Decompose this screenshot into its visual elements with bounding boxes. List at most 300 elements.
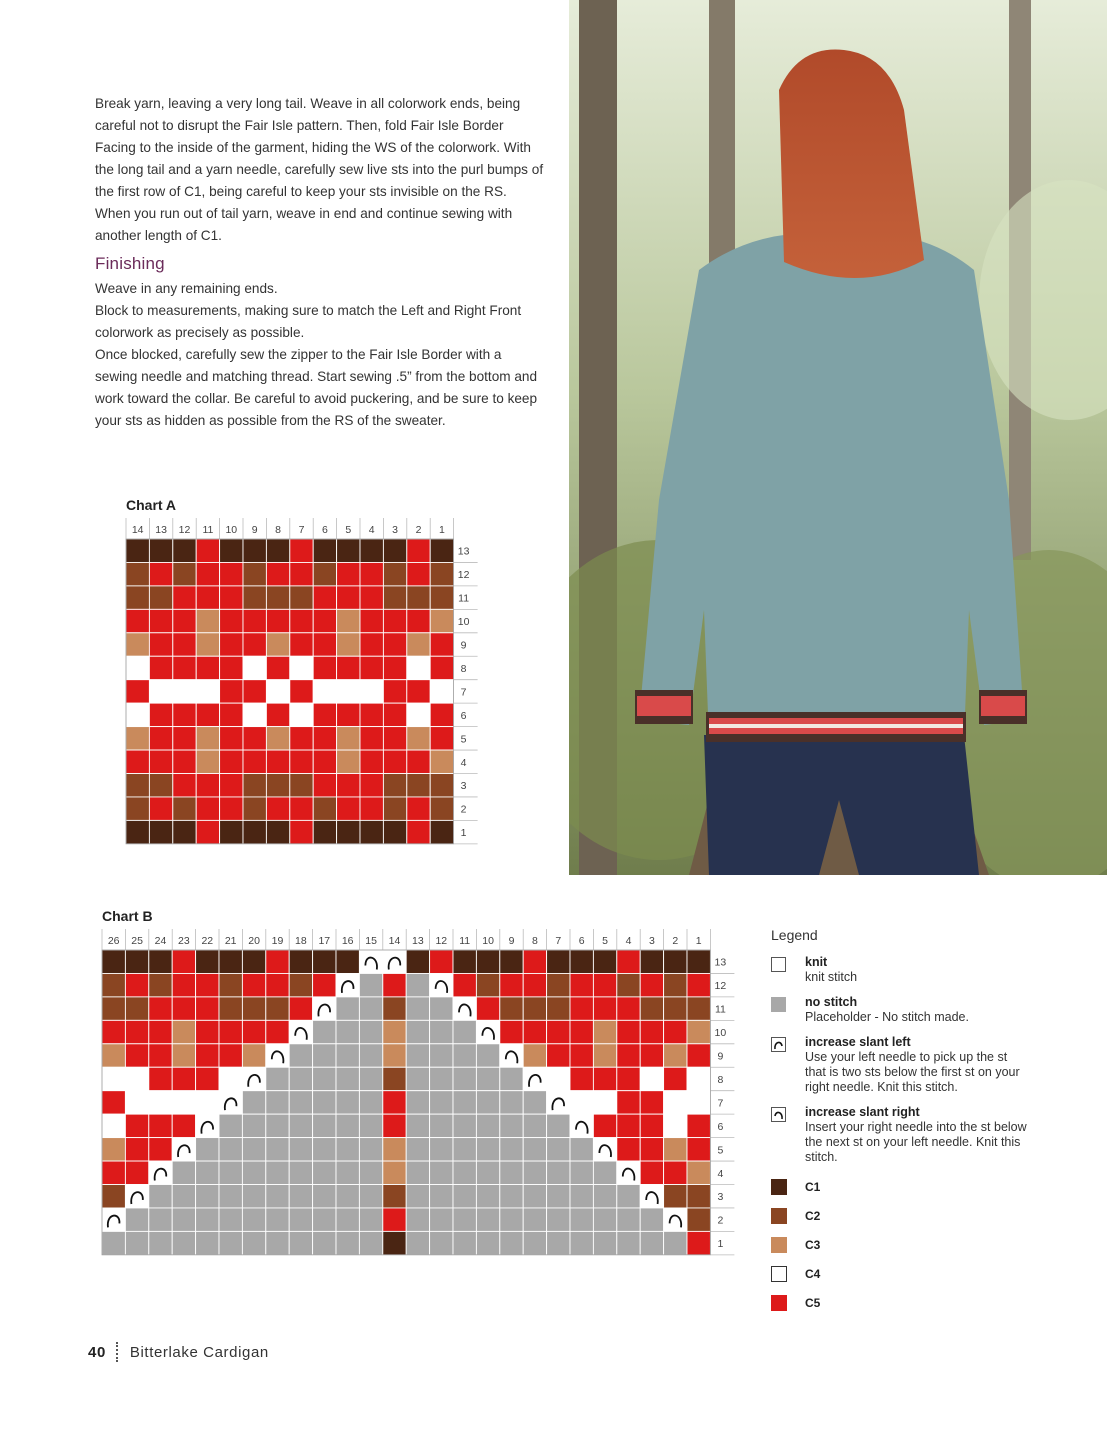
- chart-b-cell: [289, 1067, 312, 1090]
- legend-item-increase-left: [771, 1035, 1031, 1095]
- chart-a-cell: [196, 750, 219, 773]
- chart-a-cell: [126, 586, 149, 609]
- color-label: C5: [805, 1296, 821, 1310]
- chart-a-cell: [407, 727, 430, 750]
- chart-a-cell: [196, 797, 219, 820]
- chart-a-cell: [430, 680, 453, 703]
- chart-b-cell: [500, 1067, 523, 1090]
- chart-a-column-label: 2: [415, 524, 422, 536]
- chart-a-row-label: 12: [457, 569, 470, 582]
- chart-a-cell: [196, 727, 219, 750]
- chart-b-column-label: 11: [459, 935, 471, 947]
- chart-a-cell: [173, 539, 196, 562]
- chart-a-cell: [360, 680, 383, 703]
- chart-a-cell: [290, 609, 313, 632]
- chart-a-cell: [126, 539, 149, 562]
- chart-b-cell: [453, 950, 476, 973]
- chart-b-row-label: 10: [714, 1027, 727, 1040]
- chart-a-cell: [220, 562, 243, 585]
- chart-b-cell: [336, 950, 359, 973]
- chart-b-cell: [102, 1091, 125, 1114]
- chart-b-cell: [102, 973, 125, 996]
- chart-b-cell: [617, 1138, 640, 1161]
- chart-b-cell: [640, 1231, 663, 1254]
- chart-b-cell: [593, 1208, 616, 1231]
- chart-b-cell: [406, 1020, 429, 1043]
- chart-a-cell: [337, 586, 360, 609]
- chart-b-cell: [149, 1138, 172, 1161]
- chart-b-cell: [336, 1231, 359, 1254]
- chart-b-cell: [219, 997, 242, 1020]
- chart-b-cell: [640, 1091, 663, 1114]
- increase-right-icon: [771, 1107, 786, 1122]
- chart-a-cell: [313, 633, 336, 656]
- chart-a-cell: [266, 727, 289, 750]
- chart-b-cell: [359, 1114, 382, 1137]
- chart-a-cell: [173, 633, 196, 656]
- chart-b-row-label: 12: [714, 980, 727, 993]
- chart-b-cell: [593, 1161, 616, 1184]
- chart-b-cell: [313, 1185, 336, 1208]
- chart-b-cell: [266, 1185, 289, 1208]
- chart-b-cell: [219, 1138, 242, 1161]
- chart-b-cell: [476, 1161, 499, 1184]
- chart-a-cell: [337, 750, 360, 773]
- chart-b-cell: [266, 997, 289, 1020]
- color-label: C3: [805, 1238, 821, 1252]
- legend-item-desc: Use your left needle to pick up the st that is two sts below the first st on your right needle. Knit this stitch.: [805, 1050, 1020, 1094]
- chart-b-cell: [664, 1231, 687, 1254]
- chart-b-cell: [336, 997, 359, 1020]
- chart-a-cell: [126, 774, 149, 797]
- chart-b-cell: [430, 1185, 453, 1208]
- intro-text: Break yarn, leaving a very long tail. Weave in all colorwork ends, being careful not to disrupt the Fair Isle pattern. Then, fold Fair Isle Border Facing to the inside of the garment, hiding the WS of the colorwork. With the long tail and a yarn needle, carefully sew live sts into the purl bumps of the first row of C1, being careful to keep your sts invisible on the RS. When you run out of tail yarn, weave in end and continue sewing with another length of C1.: [95, 96, 544, 243]
- chart-b-cell: [336, 1138, 359, 1161]
- chart-a-cell: [407, 774, 430, 797]
- chart-b-row-label: 6: [717, 1120, 724, 1133]
- chart-b-cell: [593, 1044, 616, 1067]
- chart-b-cell: [687, 1138, 710, 1161]
- book-title: Bitterlake Cardigan: [129, 1344, 269, 1361]
- chart-b-cell: [593, 1231, 616, 1254]
- chart-a-row-label: 9: [460, 639, 467, 652]
- chart-a-cell: [173, 703, 196, 726]
- chart-a-cell: [266, 680, 289, 703]
- chart-b-cell: [664, 1020, 687, 1043]
- chart-b-cell: [453, 1067, 476, 1090]
- chart-b-cell: [687, 950, 710, 973]
- chart-a-cell: [430, 656, 453, 679]
- chart-a-cell: [243, 680, 266, 703]
- chart-b-cell: [266, 1067, 289, 1090]
- chart-a-cell: [243, 774, 266, 797]
- chart-b-cell: [430, 1161, 453, 1184]
- chart-a-row-label: 10: [457, 616, 470, 629]
- chart-a-cell: [290, 703, 313, 726]
- chart-b-cell: [687, 1185, 710, 1208]
- chart-b-cell: [102, 1020, 125, 1043]
- chart-b-cell: [266, 1138, 289, 1161]
- chart-b-cell: [359, 1208, 382, 1231]
- chart-b-cell: [476, 1138, 499, 1161]
- chart-b-cell: [125, 1208, 148, 1231]
- chart-a-cell: [243, 820, 266, 843]
- chart-a-column-label: 1: [438, 524, 445, 536]
- legend-item-knit: [771, 955, 1031, 985]
- chart-b-cell: [547, 1138, 570, 1161]
- chart-a-cell: [383, 633, 406, 656]
- chart-b-cell: [570, 1020, 593, 1043]
- chart-a-cell: [243, 797, 266, 820]
- chart-b-cell: [219, 1208, 242, 1231]
- chart-b-cell: [149, 1231, 172, 1254]
- color-swatch-c4: [771, 1266, 787, 1282]
- chart-b-cell: [313, 1208, 336, 1231]
- chart-b-cell: [359, 1020, 382, 1043]
- chart-b-row-label: 13: [714, 956, 727, 969]
- chart-a-cell: [360, 750, 383, 773]
- chart-b-cell: [125, 1020, 148, 1043]
- chart-a-cell: [290, 727, 313, 750]
- chart-a-cell: [430, 539, 453, 562]
- chart-a-cell: [407, 633, 430, 656]
- chart-b-row-label: 4: [717, 1167, 724, 1180]
- chart-b-cell: [476, 1208, 499, 1231]
- chart-a-cell: [196, 774, 219, 797]
- chart-b-cell: [406, 1138, 429, 1161]
- chart-a-cell: [313, 586, 336, 609]
- chart-b-cell: [687, 1208, 710, 1231]
- chart-b-cell: [102, 1161, 125, 1184]
- chart-b-column-label: 14: [388, 935, 401, 947]
- chart-a-cell: [126, 750, 149, 773]
- chart-b-cell: [219, 1044, 242, 1067]
- chart-a-cell: [360, 539, 383, 562]
- chart-b-cell: [336, 973, 359, 996]
- finishing-section: [95, 278, 545, 432]
- chart-b-cell: [149, 1185, 172, 1208]
- chart-b-cell: [547, 973, 570, 996]
- chart-a-cell: [149, 586, 172, 609]
- chart-a-cell: [196, 586, 219, 609]
- intro-paragraph: [95, 93, 545, 247]
- chart-a-cell: [313, 774, 336, 797]
- chart-b-cell: [266, 1231, 289, 1254]
- chart-b-cell: [172, 1114, 195, 1137]
- chart-a-cell: [383, 703, 406, 726]
- chart-a-cell: [243, 609, 266, 632]
- chart-b-cell: [383, 1138, 406, 1161]
- chart-a-cell: [360, 562, 383, 585]
- chart-a-cell: [407, 680, 430, 703]
- chart-b-cell: [430, 997, 453, 1020]
- chart-a-cell: [243, 562, 266, 585]
- chart-b-cell: [289, 997, 312, 1020]
- chart-b-cell: [289, 1091, 312, 1114]
- knit-square-icon: [771, 957, 786, 972]
- chart-b-cell: [664, 1067, 687, 1090]
- chart-b-cell: [500, 1161, 523, 1184]
- sweater-photo: [569, 0, 1107, 875]
- chart-b-cell: [289, 1138, 312, 1161]
- footer-separator: [116, 1342, 118, 1362]
- chart-b-cell: [219, 950, 242, 973]
- chart-b-cell: [687, 973, 710, 996]
- chart-b-cell: [196, 1138, 219, 1161]
- chart-b-cell: [242, 997, 265, 1020]
- chart-a-cell: [220, 797, 243, 820]
- chart-b-cell: [406, 950, 429, 973]
- chart-b-cell: [453, 1044, 476, 1067]
- chart-b-column-label: 4: [625, 935, 632, 947]
- chart-b-cell: [453, 1020, 476, 1043]
- chart-a-row-label: 6: [460, 709, 467, 722]
- chart-b-cell: [523, 1044, 546, 1067]
- chart-a-cell: [196, 820, 219, 843]
- chart-a-cell: [337, 633, 360, 656]
- chart-b-cell: [196, 997, 219, 1020]
- chart-a-cell: [430, 820, 453, 843]
- chart-a-row-label: 11: [458, 592, 470, 605]
- chart-a-cell: [220, 774, 243, 797]
- chart-b-row-label: 3: [717, 1191, 724, 1204]
- chart-a-cell: [383, 562, 406, 585]
- chart-b-cell: [102, 1185, 125, 1208]
- chart-b-cell: [640, 950, 663, 973]
- finishing-heading: Finishing: [95, 254, 165, 273]
- chart-b-cell: [172, 1208, 195, 1231]
- chart-b-cell: [359, 1067, 382, 1090]
- chart-a-cell: [313, 820, 336, 843]
- chart-b-cell: [125, 950, 148, 973]
- chart-b-cell: [547, 997, 570, 1020]
- chart-b-cell: [313, 973, 336, 996]
- chart-a-cell: [266, 774, 289, 797]
- legend-color-c1: [771, 1179, 1031, 1208]
- chart-a-cell: [337, 609, 360, 632]
- chart-a-title: Chart A: [126, 497, 177, 513]
- chart-b-cell: [664, 950, 687, 973]
- chart-b-row-label: 11: [714, 1003, 726, 1016]
- chart-b-cell: [359, 950, 382, 973]
- chart-b-cell: [500, 973, 523, 996]
- chart-a-cell: [360, 656, 383, 679]
- chart-a-cell: [196, 680, 219, 703]
- chart-b-cell: [430, 1020, 453, 1043]
- chart-b-cell: [172, 950, 195, 973]
- chart-b-cell: [289, 1020, 312, 1043]
- chart-b-column-label: 15: [365, 935, 377, 947]
- chart-b-cell: [523, 997, 546, 1020]
- chart-b-column-label: 17: [318, 935, 331, 947]
- chart-b-cell: [617, 1067, 640, 1090]
- chart-b-cell: [523, 1020, 546, 1043]
- finishing-paragraph-1: Weave in any remaining ends.: [95, 281, 278, 296]
- chart-b-cell: [430, 950, 453, 973]
- chart-a-column-label: 10: [225, 524, 238, 536]
- chart-b-cell: [406, 1161, 429, 1184]
- chart-a-cell: [360, 727, 383, 750]
- chart-b-column-label: 19: [271, 935, 284, 947]
- chart-a-cell: [149, 797, 172, 820]
- chart-b-cell: [219, 1231, 242, 1254]
- legend-item-desc: Placeholder - No stitch made.: [805, 1010, 969, 1024]
- chart-a-cell: [313, 703, 336, 726]
- chart-a-column-label: 3: [392, 524, 399, 536]
- chart-b-cell: [570, 1091, 593, 1114]
- chart-a-cell: [407, 797, 430, 820]
- increase-left-icon: [771, 1037, 786, 1052]
- chart-b-cell: [547, 1161, 570, 1184]
- chart-a-cell: [407, 586, 430, 609]
- chart-a: [126, 518, 486, 848]
- finishing-paragraph-3: Once blocked, carefully sew the zipper to the Fair Isle Border with a sewing needle and matching thread. Start sewing .5” from the bottom and work toward the collar. Be careful to avoid puckering, and be sure to keep your sts as hidden as possible from the RS of the sweater.: [95, 347, 538, 428]
- chart-b-cell: [570, 950, 593, 973]
- chart-b-cell: [383, 973, 406, 996]
- page-number: 40: [88, 1344, 106, 1361]
- chart-b-cell: [453, 997, 476, 1020]
- chart-a-cell: [290, 750, 313, 773]
- chart-a-cell: [266, 797, 289, 820]
- chart-a-cell: [266, 750, 289, 773]
- chart-b-cell: [570, 1114, 593, 1137]
- chart-a-cell: [196, 562, 219, 585]
- chart-b-cell: [687, 1044, 710, 1067]
- chart-b-column-label: 5: [602, 935, 609, 947]
- chart-b-cell: [406, 1208, 429, 1231]
- chart-b-cell: [125, 1161, 148, 1184]
- chart-b-cell: [149, 1208, 172, 1231]
- legend-item-name: knit: [805, 955, 828, 969]
- chart-b-cell: [383, 1185, 406, 1208]
- chart-b-cell: [617, 1020, 640, 1043]
- chart-b-cell: [383, 1044, 406, 1067]
- chart-b-cell: [242, 1020, 265, 1043]
- chart-b-cell: [196, 973, 219, 996]
- chart-b-cell: [640, 1067, 663, 1090]
- chart-b-cell: [172, 1161, 195, 1184]
- chart-a-cell: [290, 774, 313, 797]
- chart-b-cell: [430, 1138, 453, 1161]
- chart-a-cell: [173, 797, 196, 820]
- chart-b-cell: [476, 997, 499, 1020]
- chart-b-cell: [570, 1231, 593, 1254]
- chart-b-cell: [430, 1231, 453, 1254]
- page-footer: [88, 1342, 269, 1362]
- legend-item-name: no stitch: [805, 995, 858, 1009]
- chart-b-cell: [125, 1091, 148, 1114]
- chart-b-cell: [500, 1231, 523, 1254]
- legend: [771, 927, 1031, 1324]
- chart-a-row-label: 5: [460, 733, 467, 746]
- chart-a-cell: [337, 680, 360, 703]
- chart-a-cell: [430, 703, 453, 726]
- chart-b-cell: [687, 1067, 710, 1090]
- chart-b-cell: [523, 1067, 546, 1090]
- chart-b-cell: [593, 1185, 616, 1208]
- chart-a-column-label: 12: [178, 524, 191, 536]
- chart-b-column-label: 12: [435, 935, 448, 947]
- chart-a-cell: [407, 539, 430, 562]
- chart-b-cell: [406, 1067, 429, 1090]
- chart-b-cell: [617, 1208, 640, 1231]
- color-swatch-c5: [771, 1295, 787, 1311]
- chart-a-cell: [407, 656, 430, 679]
- chart-b-column-label: 21: [224, 935, 237, 947]
- chart-a-cell: [220, 820, 243, 843]
- chart-a-cell: [360, 820, 383, 843]
- chart-b-cell: [570, 973, 593, 996]
- chart-b-cell: [476, 1067, 499, 1090]
- chart-b-cell: [593, 1020, 616, 1043]
- chart-b-cell: [172, 1091, 195, 1114]
- chart-b-cell: [640, 1208, 663, 1231]
- chart-b-cell: [172, 1020, 195, 1043]
- chart-b-cell: [313, 950, 336, 973]
- chart-a-cell: [360, 797, 383, 820]
- chart-b-cell: [593, 997, 616, 1020]
- chart-b-cell: [406, 973, 429, 996]
- chart-b-cell: [523, 1138, 546, 1161]
- chart-b-cell: [523, 1231, 546, 1254]
- chart-b-cell: [125, 1067, 148, 1090]
- chart-b-cell: [664, 1185, 687, 1208]
- chart-b-cell: [476, 1114, 499, 1137]
- chart-b-cell: [547, 1208, 570, 1231]
- chart-a-cell: [173, 656, 196, 679]
- chart-b-cell: [523, 1185, 546, 1208]
- chart-b-cell: [383, 1114, 406, 1137]
- chart-b-cell: [664, 1208, 687, 1231]
- chart-b-cell: [406, 997, 429, 1020]
- chart-b-cell: [547, 1231, 570, 1254]
- chart-b-cell: [313, 1231, 336, 1254]
- chart-b-cell: [476, 1091, 499, 1114]
- chart-b-cell: [149, 1114, 172, 1137]
- chart-a-cell: [266, 633, 289, 656]
- legend-title: Legend: [771, 927, 818, 943]
- chart-a-column-label: 5: [345, 524, 352, 536]
- chart-b-cell: [593, 1091, 616, 1114]
- chart-a-cell: [383, 750, 406, 773]
- chart-a-cell: [243, 703, 266, 726]
- chart-b-cell: [523, 950, 546, 973]
- chart-a-cell: [313, 727, 336, 750]
- chart-a-cell: [407, 609, 430, 632]
- chart-a-column-label: 8: [275, 524, 282, 536]
- chart-b-cell: [125, 973, 148, 996]
- chart-b-cell: [289, 1044, 312, 1067]
- chart-a-cell: [313, 680, 336, 703]
- color-label: C4: [805, 1267, 821, 1281]
- chart-b-cell: [476, 1044, 499, 1067]
- chart-a-cell: [383, 539, 406, 562]
- chart-b-cell: [406, 1091, 429, 1114]
- chart-b-cell: [593, 1067, 616, 1090]
- chart-a-cell: [430, 750, 453, 773]
- chart-b-cell: [242, 1208, 265, 1231]
- chart-a-cell: [383, 680, 406, 703]
- chart-a-column-label: 7: [298, 524, 305, 536]
- chart-b-cell: [289, 1185, 312, 1208]
- chart-b-cell: [336, 1091, 359, 1114]
- chart-a-cell: [149, 774, 172, 797]
- chart-b-cell: [664, 1091, 687, 1114]
- chart-a-cell: [290, 797, 313, 820]
- chart-a-cell: [290, 820, 313, 843]
- chart-b-row-label: 1: [717, 1238, 724, 1251]
- chart-b-cell: [289, 1161, 312, 1184]
